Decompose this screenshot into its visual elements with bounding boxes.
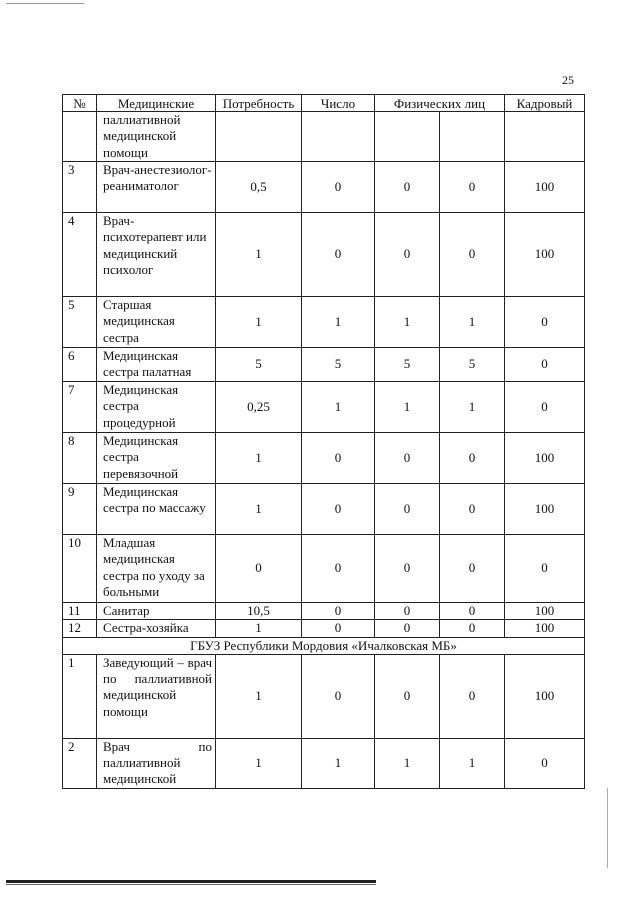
staffing-cell <box>505 112 585 162</box>
header-cell-position: Медицинские <box>97 95 216 112</box>
position-name: Старшая медицинская сестра <box>97 297 216 348</box>
staffing-cell: 100 <box>505 484 585 535</box>
count-cell <box>302 112 375 162</box>
table-row <box>63 620 585 637</box>
position-name: Медицинская сестра палатная <box>97 348 216 382</box>
staffing-cell: 100 <box>505 213 585 297</box>
need-cell: 1 <box>216 654 302 738</box>
need-cell: 10,5 <box>216 603 302 620</box>
staffing-cell: 100 <box>505 654 585 738</box>
physical-persons-cell: 0 <box>440 162 505 213</box>
staffing-table <box>62 94 585 789</box>
count-cell: 0 <box>302 433 375 484</box>
need-cell: 0,25 <box>216 382 302 433</box>
table-row <box>63 348 585 382</box>
physical-persons-cell: 5 <box>440 348 505 382</box>
physical-persons-cell: 0 <box>375 213 440 297</box>
physical-persons-cell: 1 <box>375 382 440 433</box>
count-cell: 0 <box>302 654 375 738</box>
physical-persons-cell: 5 <box>375 348 440 382</box>
count-cell: 1 <box>302 297 375 348</box>
row-number: 7 <box>63 382 97 433</box>
physical-persons-cell: 0 <box>375 535 440 603</box>
count-cell: 0 <box>302 213 375 297</box>
row-number: 12 <box>63 620 97 637</box>
need-cell: 1 <box>216 297 302 348</box>
count-cell: 5 <box>302 348 375 382</box>
position-name: Медицинская сестра перевязочной <box>97 433 216 484</box>
table-row <box>63 654 585 738</box>
count-cell: 0 <box>302 603 375 620</box>
position-name: Сестра-хозяйка <box>97 620 216 637</box>
section-header-row <box>63 637 585 654</box>
staffing-cell: 100 <box>505 603 585 620</box>
need-cell <box>216 112 302 162</box>
need-cell: 1 <box>216 484 302 535</box>
physical-persons-cell: 0 <box>375 620 440 637</box>
position-name: Медицинская сестра по массажу <box>97 484 216 535</box>
physical-persons-cell: 1 <box>440 382 505 433</box>
row-number: 4 <box>63 213 97 297</box>
count-cell: 0 <box>302 484 375 535</box>
table-row <box>63 297 585 348</box>
header-cell-number: № <box>63 95 97 112</box>
count-cell: 0 <box>302 535 375 603</box>
physical-persons-cell: 0 <box>440 620 505 637</box>
staffing-cell: 0 <box>505 297 585 348</box>
staffing-cell: 100 <box>505 433 585 484</box>
table-row <box>63 433 585 484</box>
physical-persons-cell: 0 <box>440 433 505 484</box>
physical-persons-cell: 0 <box>440 654 505 738</box>
scan-artifact-bar <box>6 880 376 883</box>
need-cell: 0 <box>216 535 302 603</box>
physical-persons-cell: 0 <box>375 484 440 535</box>
table-row <box>63 162 585 213</box>
row-number: 6 <box>63 348 97 382</box>
header-cell-staffing: Кадровый <box>505 95 585 112</box>
position-name: Медицинская сестра процедурной <box>97 382 216 433</box>
scan-artifact-bar <box>6 884 376 885</box>
row-number: 5 <box>63 297 97 348</box>
physical-persons-cell: 0 <box>440 213 505 297</box>
physical-persons-cell: 0 <box>375 603 440 620</box>
table-row <box>63 535 585 603</box>
staffing-cell: 0 <box>505 382 585 433</box>
position-name: паллиативной медицинской помощи <box>97 112 216 162</box>
need-cell: 1 <box>216 738 302 788</box>
need-cell: 1 <box>216 620 302 637</box>
table-header-row <box>63 95 585 112</box>
row-number: 1 <box>63 654 97 738</box>
table-row <box>63 484 585 535</box>
row-number: 8 <box>63 433 97 484</box>
staffing-cell: 100 <box>505 162 585 213</box>
need-cell: 1 <box>216 433 302 484</box>
header-cell-need: Потребность <box>216 95 302 112</box>
count-cell: 1 <box>302 738 375 788</box>
row-number: 3 <box>63 162 97 213</box>
staffing-cell: 0 <box>505 535 585 603</box>
position-name: Врач-анестезиолог-реаниматолог <box>97 162 216 213</box>
row-number: 11 <box>63 603 97 620</box>
section-title: ГБУЗ Республики Мордовия «Ичалковская МБ» <box>63 637 585 654</box>
physical-persons-cell: 1 <box>375 738 440 788</box>
position-name: Младшая медицинская сестра по уходу за больными <box>97 535 216 603</box>
need-cell: 0,5 <box>216 162 302 213</box>
row-number <box>63 112 97 162</box>
physical-persons-cell <box>440 112 505 162</box>
table-row <box>63 738 585 788</box>
page-number: 25 <box>562 73 574 87</box>
table-row <box>63 382 585 433</box>
position-name: Врач по паллиативной медицинской <box>97 738 216 788</box>
row-number: 9 <box>63 484 97 535</box>
need-cell: 1 <box>216 213 302 297</box>
staffing-cell: 0 <box>505 738 585 788</box>
physical-persons-cell: 0 <box>375 654 440 738</box>
count-cell: 0 <box>302 162 375 213</box>
table-row <box>63 213 585 297</box>
count-cell: 0 <box>302 620 375 637</box>
physical-persons-cell: 0 <box>440 603 505 620</box>
position-name: Санитар <box>97 603 216 620</box>
physical-persons-cell: 0 <box>375 433 440 484</box>
count-cell: 1 <box>302 382 375 433</box>
header-cell-count: Число <box>302 95 375 112</box>
physical-persons-cell: 0 <box>440 484 505 535</box>
table-row <box>63 603 585 620</box>
physical-persons-cell: 0 <box>375 162 440 213</box>
physical-persons-cell <box>375 112 440 162</box>
scan-artifact-line <box>6 3 84 4</box>
row-number: 2 <box>63 738 97 788</box>
position-name: Заведующий – врач по паллиативной медицинской помощи <box>97 654 216 738</box>
staffing-cell: 0 <box>505 348 585 382</box>
physical-persons-cell: 1 <box>440 738 505 788</box>
need-cell: 5 <box>216 348 302 382</box>
physical-persons-cell: 0 <box>440 535 505 603</box>
position-name: Врач-психотерапевт или медицинский психолог <box>97 213 216 297</box>
physical-persons-cell: 1 <box>440 297 505 348</box>
header-cell-physical-persons: Физических лиц <box>375 95 505 112</box>
staffing-cell: 100 <box>505 620 585 637</box>
scan-artifact-edge <box>607 788 608 868</box>
table-row <box>63 112 585 162</box>
physical-persons-cell: 1 <box>375 297 440 348</box>
row-number: 10 <box>63 535 97 603</box>
